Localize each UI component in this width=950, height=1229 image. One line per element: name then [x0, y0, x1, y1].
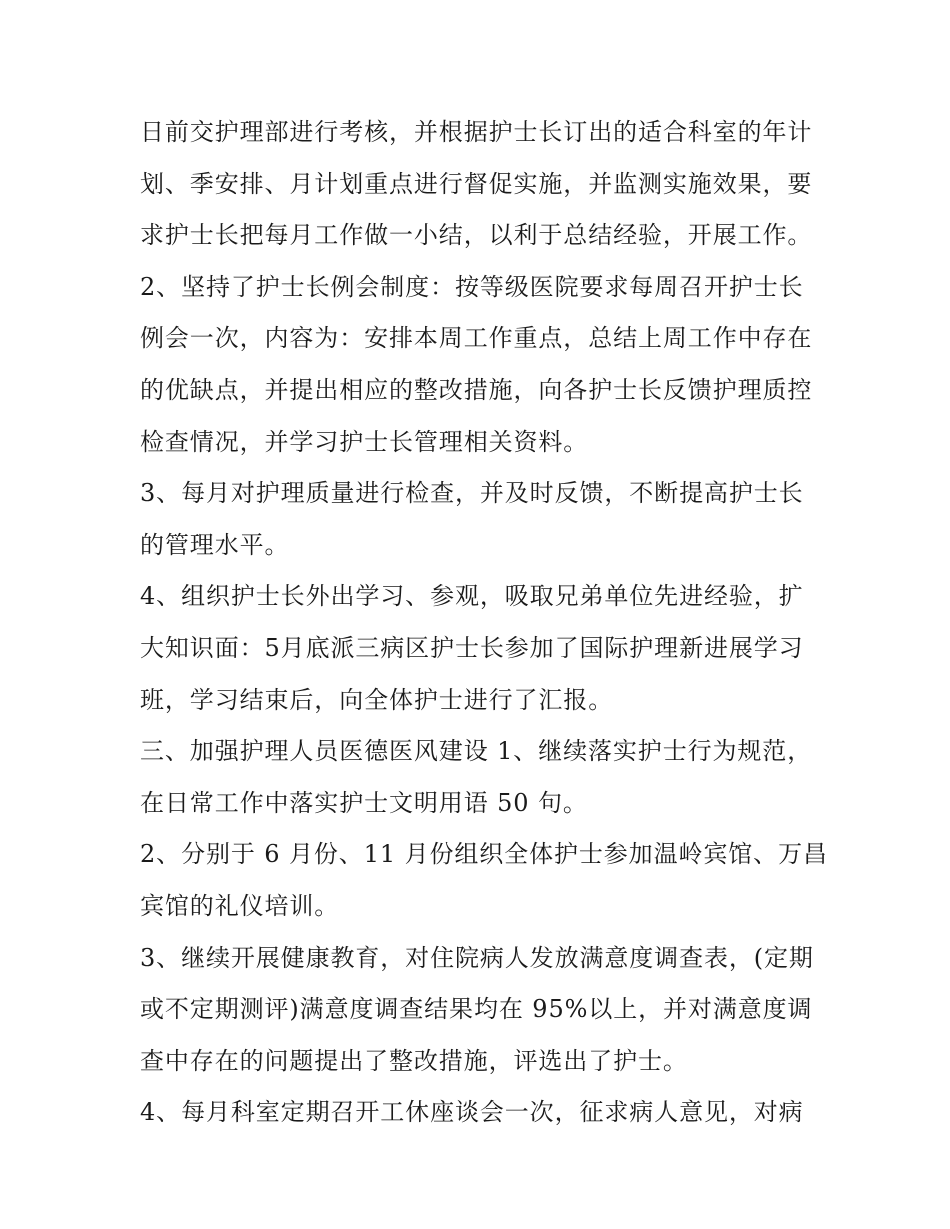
text-line: 的管理水平。 — [140, 530, 290, 559]
text-line: 划、季安排、月计划重点进行督促实施，并监测实施效果，要 — [140, 169, 813, 198]
text-line: 检查情况，并学习护士长管理相关资料。 — [140, 427, 589, 456]
text-line: 日前交护理部进行考核，并根据护士长订出的适合科室的年计 — [140, 118, 813, 146]
text-line: 求护士长把每月工作做一小结，以利于总结经验，开展工作。 — [140, 221, 813, 250]
text-line: 3、继续开展健康教育，对住院病人发放满意度调查表，(定期 — [140, 943, 814, 972]
text-line: 2、坚持了护士长例会制度：按等级医院要求每周召开护士长 — [140, 272, 804, 301]
text-line: 或不定期测评)满意度调查结果均在 95%以上，并对满意度调 — [140, 995, 813, 1024]
text-line: 4、组织护士长外出学习、参观，吸取兄弟单位先进经验，扩 — [140, 582, 804, 611]
text-line: 大知识面：5月底派三病区护士长参加了国际护理新进展学习 — [140, 633, 804, 662]
document-body — [140, 107, 828, 1139]
text-line: 班，学习结束后，向全体护士进行了汇报。 — [140, 685, 614, 714]
text-line: 三、加强护理人员医德医风建设 1、继续落实护士行为规范， — [140, 737, 813, 766]
text-line: 在日常工作中落实护士文明用语 50 句。 — [140, 788, 588, 817]
text-line: 2、分别于 6 月份、11 月份组织全体护士参加温岭宾馆、万昌 — [140, 840, 828, 869]
text-line: 4、每月科室定期召开工休座谈会一次，征求病人意见，对病 — [140, 1098, 804, 1127]
text-line: 例会一次，内容为：安排本周工作重点，总结上周工作中存在 — [140, 324, 813, 353]
text-line: 的优缺点，并提出相应的整改措施，向各护士长反馈护理质控 — [140, 375, 813, 404]
text-line: 查中存在的问题提出了整改措施，评选出了护士。 — [140, 1046, 688, 1075]
text-line: 3、每月对护理质量进行检查，并及时反馈，不断提高护士长 — [140, 479, 804, 508]
text-line: 宾馆的礼仪培训。 — [140, 891, 340, 920]
